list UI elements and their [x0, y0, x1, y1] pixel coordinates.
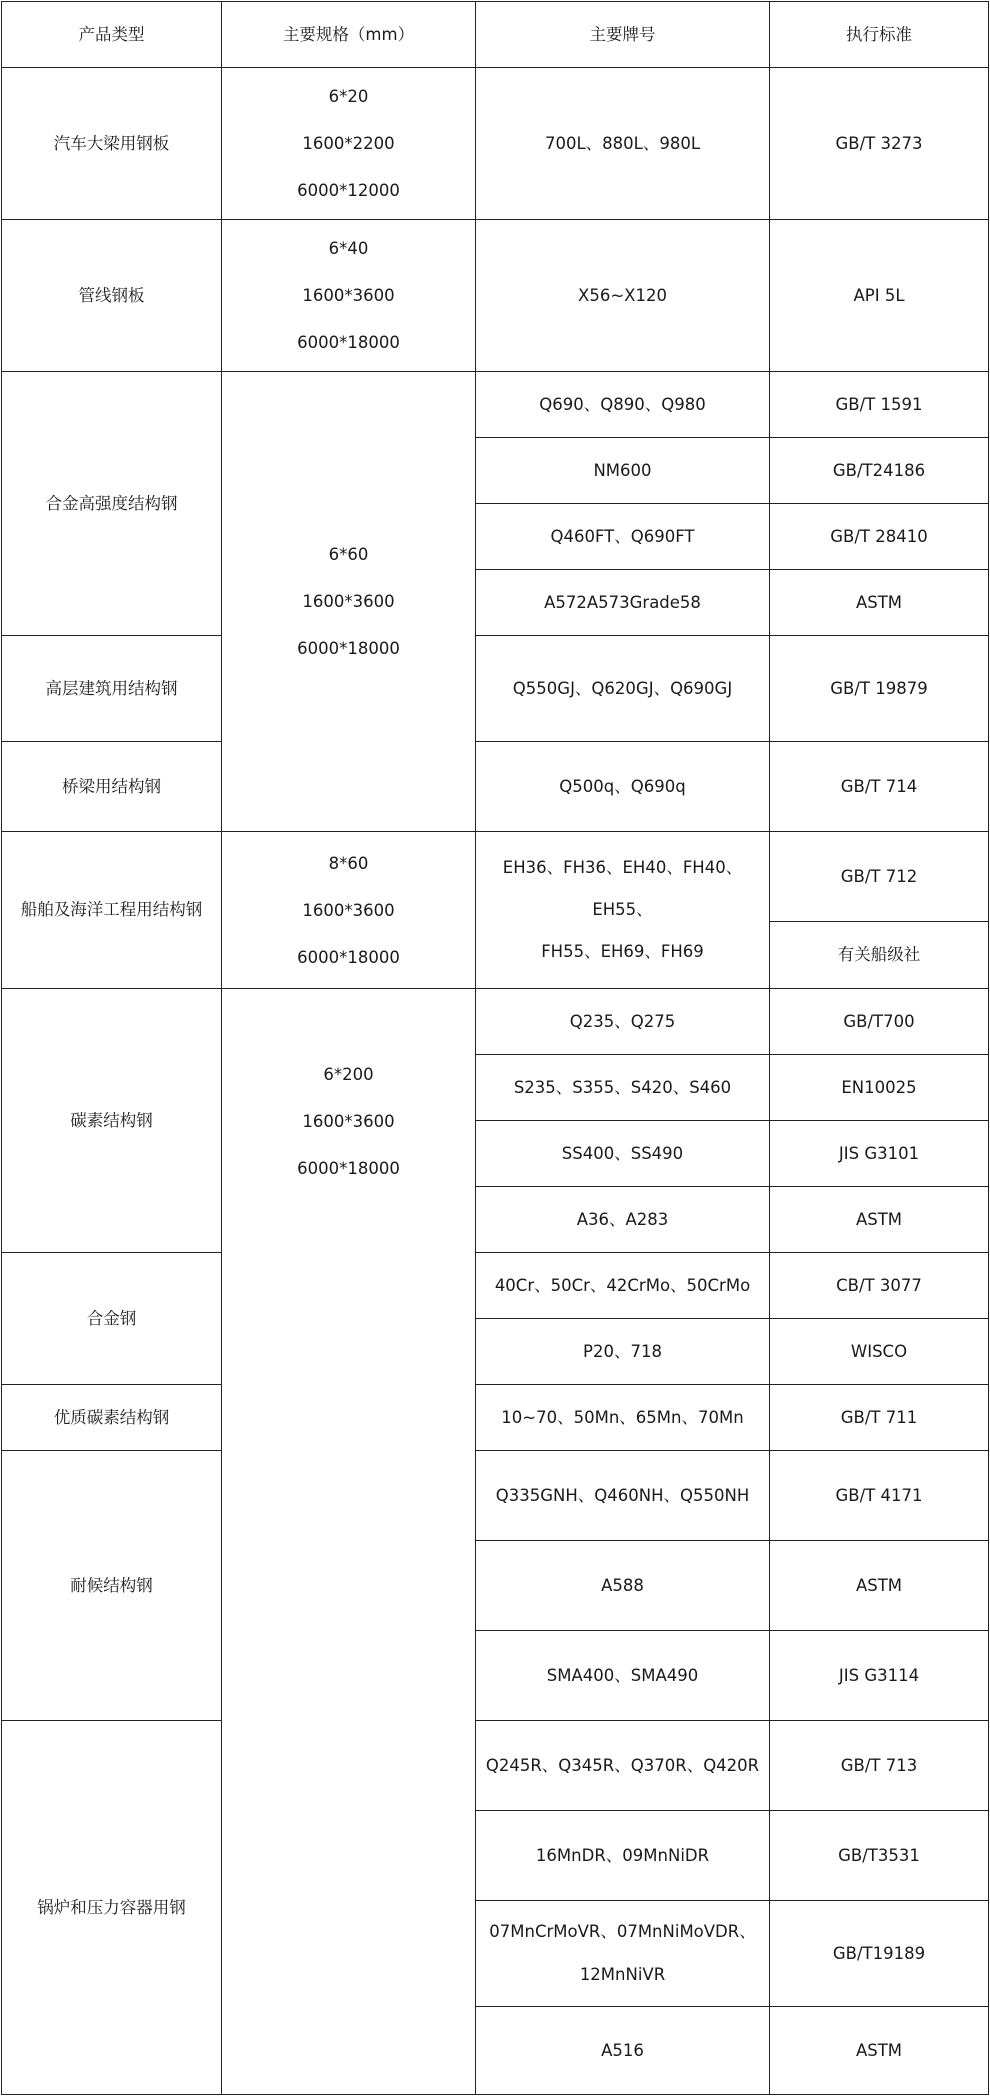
- spec-width: 1600*2200: [302, 134, 395, 153]
- spec-width: 1600*3600: [302, 1112, 395, 1131]
- spec-cell: [222, 220, 476, 372]
- standard-cell: GB/T 714: [770, 742, 989, 832]
- product-type-cell: 合金钢: [2, 1253, 222, 1385]
- product-type-cell: 桥梁用结构钢: [2, 742, 222, 832]
- spec-width: 1600*3600: [302, 900, 395, 920]
- standard-cell: JIS G3101: [770, 1121, 989, 1187]
- grade-cell: A516: [476, 2007, 770, 2095]
- grade-cell: 700L、880L、980L: [476, 68, 770, 220]
- standard-cell: GB/T 19879: [770, 636, 989, 742]
- table-row: [2, 636, 989, 742]
- product-type-cell: 船舶及海洋工程用结构钢: [2, 832, 222, 989]
- standard-cell: 有关船级社: [770, 922, 989, 989]
- standard-cell: GB/T 1591: [770, 372, 989, 438]
- standard-cell: GB/T 711: [770, 1385, 989, 1451]
- table-row: [2, 1451, 989, 1541]
- header-grade: 主要牌号: [476, 2, 770, 68]
- spec-length: 6000*18000: [297, 1159, 400, 1178]
- header-standard: 执行标准: [770, 2, 989, 68]
- standard-cell: GB/T 28410: [770, 504, 989, 570]
- table-row: [2, 372, 989, 438]
- standard-cell: GB/T19189: [770, 1901, 989, 2007]
- product-type-cell: 高层建筑用结构钢: [2, 636, 222, 742]
- spec-cell: [222, 832, 476, 989]
- table-row: [2, 832, 989, 922]
- spec-thickness: 6*20: [328, 87, 369, 106]
- grade-cell: [476, 1901, 770, 2007]
- spec-cell: [222, 68, 476, 220]
- grade-cell: NM600: [476, 438, 770, 504]
- spec-thickness: 6*40: [328, 239, 369, 258]
- header-spec: 主要规格（mm）: [222, 2, 476, 68]
- header-product-type: 产品类型: [2, 2, 222, 68]
- table-row: [2, 1253, 989, 1319]
- spec-length: 6000*18000: [297, 333, 400, 352]
- grade-cell: 10~70、50Mn、65Mn、70Mn: [476, 1385, 770, 1451]
- grade-cell: Q335GNH、Q460NH、Q550NH: [476, 1451, 770, 1541]
- standard-cell: GB/T700: [770, 989, 989, 1055]
- standard-cell: ASTM: [770, 2007, 989, 2095]
- standard-cell: API 5L: [770, 220, 989, 372]
- grade-cell: S235、S355、S420、S460: [476, 1055, 770, 1121]
- standard-cell: ASTM: [770, 1187, 989, 1253]
- product-type-cell: 汽车大梁用钢板: [2, 68, 222, 220]
- standard-cell: GB/T 3273: [770, 68, 989, 220]
- spec-length: 6000*12000: [297, 181, 400, 200]
- grade-line: FH55、EH69、FH69: [541, 942, 704, 962]
- table-row: [2, 1721, 989, 1811]
- table-row: [2, 220, 989, 372]
- standard-cell: GB/T3531: [770, 1811, 989, 1901]
- grade-cell: X56~X120: [476, 220, 770, 372]
- grade-cell: P20、718: [476, 1319, 770, 1385]
- standard-cell: GB/T 4171: [770, 1451, 989, 1541]
- spec-thickness: 6*60: [328, 545, 369, 564]
- standard-cell: GB/T24186: [770, 438, 989, 504]
- spec-width: 1600*3600: [302, 286, 395, 305]
- grade-cell: Q500q、Q690q: [476, 742, 770, 832]
- grade-line: EH36、FH36、EH40、FH40、EH55、: [502, 857, 743, 919]
- standard-cell: WISCO: [770, 1319, 989, 1385]
- product-type-cell: 合金高强度结构钢: [2, 372, 222, 636]
- grade-cell: [476, 832, 770, 989]
- standard-cell: EN10025: [770, 1055, 989, 1121]
- standard-cell: ASTM: [770, 1541, 989, 1631]
- product-type-cell: 锅炉和压力容器用钢: [2, 1721, 222, 2095]
- grade-cell: A572A573Grade58: [476, 570, 770, 636]
- grade-line: 12MnNiVR: [579, 1964, 666, 1984]
- table-row: [2, 742, 989, 832]
- product-type-cell: 管线钢板: [2, 220, 222, 372]
- spec-cell: [222, 989, 476, 2095]
- table-row: [2, 68, 989, 220]
- standard-cell: CB/T 3077: [770, 1253, 989, 1319]
- grade-cell: Q550GJ、Q620GJ、Q690GJ: [476, 636, 770, 742]
- spec-cell: [222, 372, 476, 832]
- standard-cell: JIS G3114: [770, 1631, 989, 1721]
- standard-cell: GB/T 712: [770, 832, 989, 922]
- steel-products-table: [1, 1, 989, 2095]
- product-type-cell: 耐候结构钢: [2, 1451, 222, 1721]
- grade-cell: 40Cr、50Cr、42CrMo、50CrMo: [476, 1253, 770, 1319]
- standard-cell: ASTM: [770, 570, 989, 636]
- product-type-cell: 碳素结构钢: [2, 989, 222, 1253]
- grade-line: 07MnCrMoVR、07MnNiMoVDR、: [489, 1922, 756, 1942]
- table-row: [2, 1385, 989, 1451]
- grade-cell: A36、A283: [476, 1187, 770, 1253]
- table-row: [2, 989, 989, 1055]
- header-row: [2, 2, 989, 68]
- grade-cell: Q245R、Q345R、Q370R、Q420R: [476, 1721, 770, 1811]
- standard-cell: GB/T 713: [770, 1721, 989, 1811]
- grade-cell: 16MnDR、09MnNiDR: [476, 1811, 770, 1901]
- grade-cell: Q690、Q890、Q980: [476, 372, 770, 438]
- grade-cell: Q235、Q275: [476, 989, 770, 1055]
- spec-length: 6000*18000: [297, 947, 400, 967]
- spec-thickness: 8*60: [328, 853, 369, 873]
- product-type-cell: 优质碳素结构钢: [2, 1385, 222, 1451]
- spec-thickness: 6*200: [323, 1065, 374, 1084]
- grade-cell: SS400、SS490: [476, 1121, 770, 1187]
- grade-cell: A588: [476, 1541, 770, 1631]
- spec-width: 1600*3600: [302, 592, 395, 611]
- grade-cell: SMA400、SMA490: [476, 1631, 770, 1721]
- grade-cell: Q460FT、Q690FT: [476, 504, 770, 570]
- spec-length: 6000*18000: [297, 639, 400, 658]
